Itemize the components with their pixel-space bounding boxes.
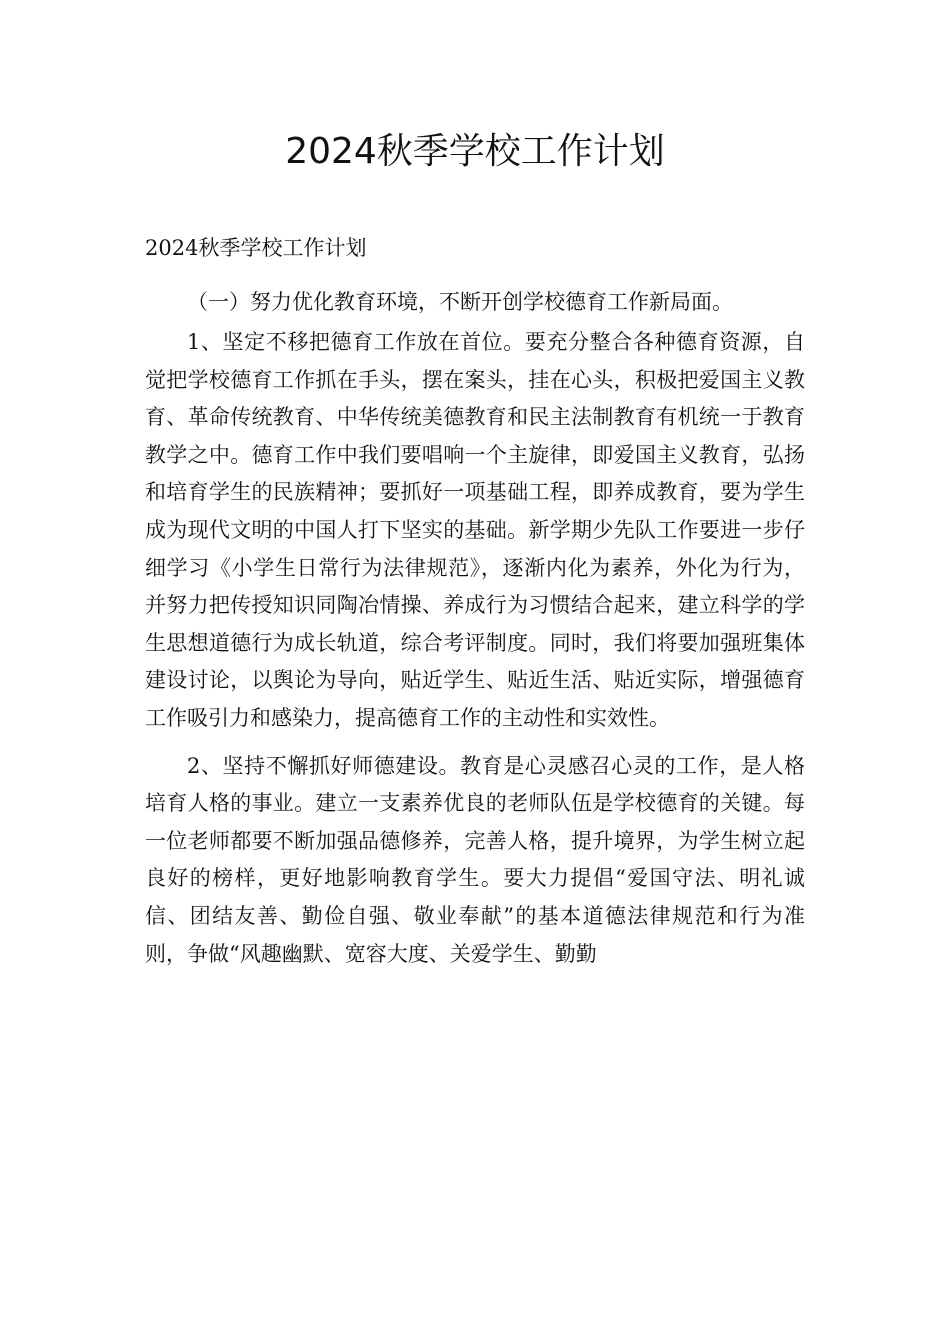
section-heading: （一）努力优化教育环境，不断开创学校德育工作新局面。 (187, 290, 733, 314)
document-body (145, 230, 805, 973)
paragraph-1: 1、坚定不移把德育工作放在首位。要充分整合各种德育资源，自觉把学校德育工作抓在手头，摆在案头，挂在心头，积极把爱国主义教育、革命传统教育、中华传统美德教育和民主法制教育有机统一于教育教学之中。德育工作中我们要唱响一个主旋律，即爱国主义教育，弘扬和培育学生的民族精神；要抓好一项基础工程，即养成教育，要为学生成为现代文明的中国人打下坚实的基础。新学期少先队工作要进一步仔细学习《小学生日常行为法律规范》，逐渐内化为素养，外化为行为，并努力把传授知识同陶冶情操、养成行为习惯结合起来，建立科学的学生思想道德行为成长轨道，综合考评制度。同时，我们将要加强班集体建设讨论，以舆论为导向，贴近学生、贴近生活、贴近实际，增强德育工作吸引力和感染力，提高德育工作的主动性和实效性。 (145, 330, 805, 730)
document-subtitle: 2024秋季学校工作计划 (145, 236, 367, 260)
document-title: 2024秋季学校工作计划 (285, 131, 665, 172)
paragraph-2: 2、坚持不懈抓好师德建设。教育是心灵感召心灵的工作，是人格培育人格的事业。建立一支素养优良的老师队伍是学校德育的关键。每一位老师都要不断加强品德修养，完善人格，提升境界，为学生树立起良好的榜样，更好地影响教育学生。要大力提倡“爱国守法、明礼诚信、团结友善、勤俭自强、敬业奉献”的基本道德法律规范和行为准则，争做“风趣幽默、宽容大度、关爱学生、勤勤 (145, 753, 805, 966)
